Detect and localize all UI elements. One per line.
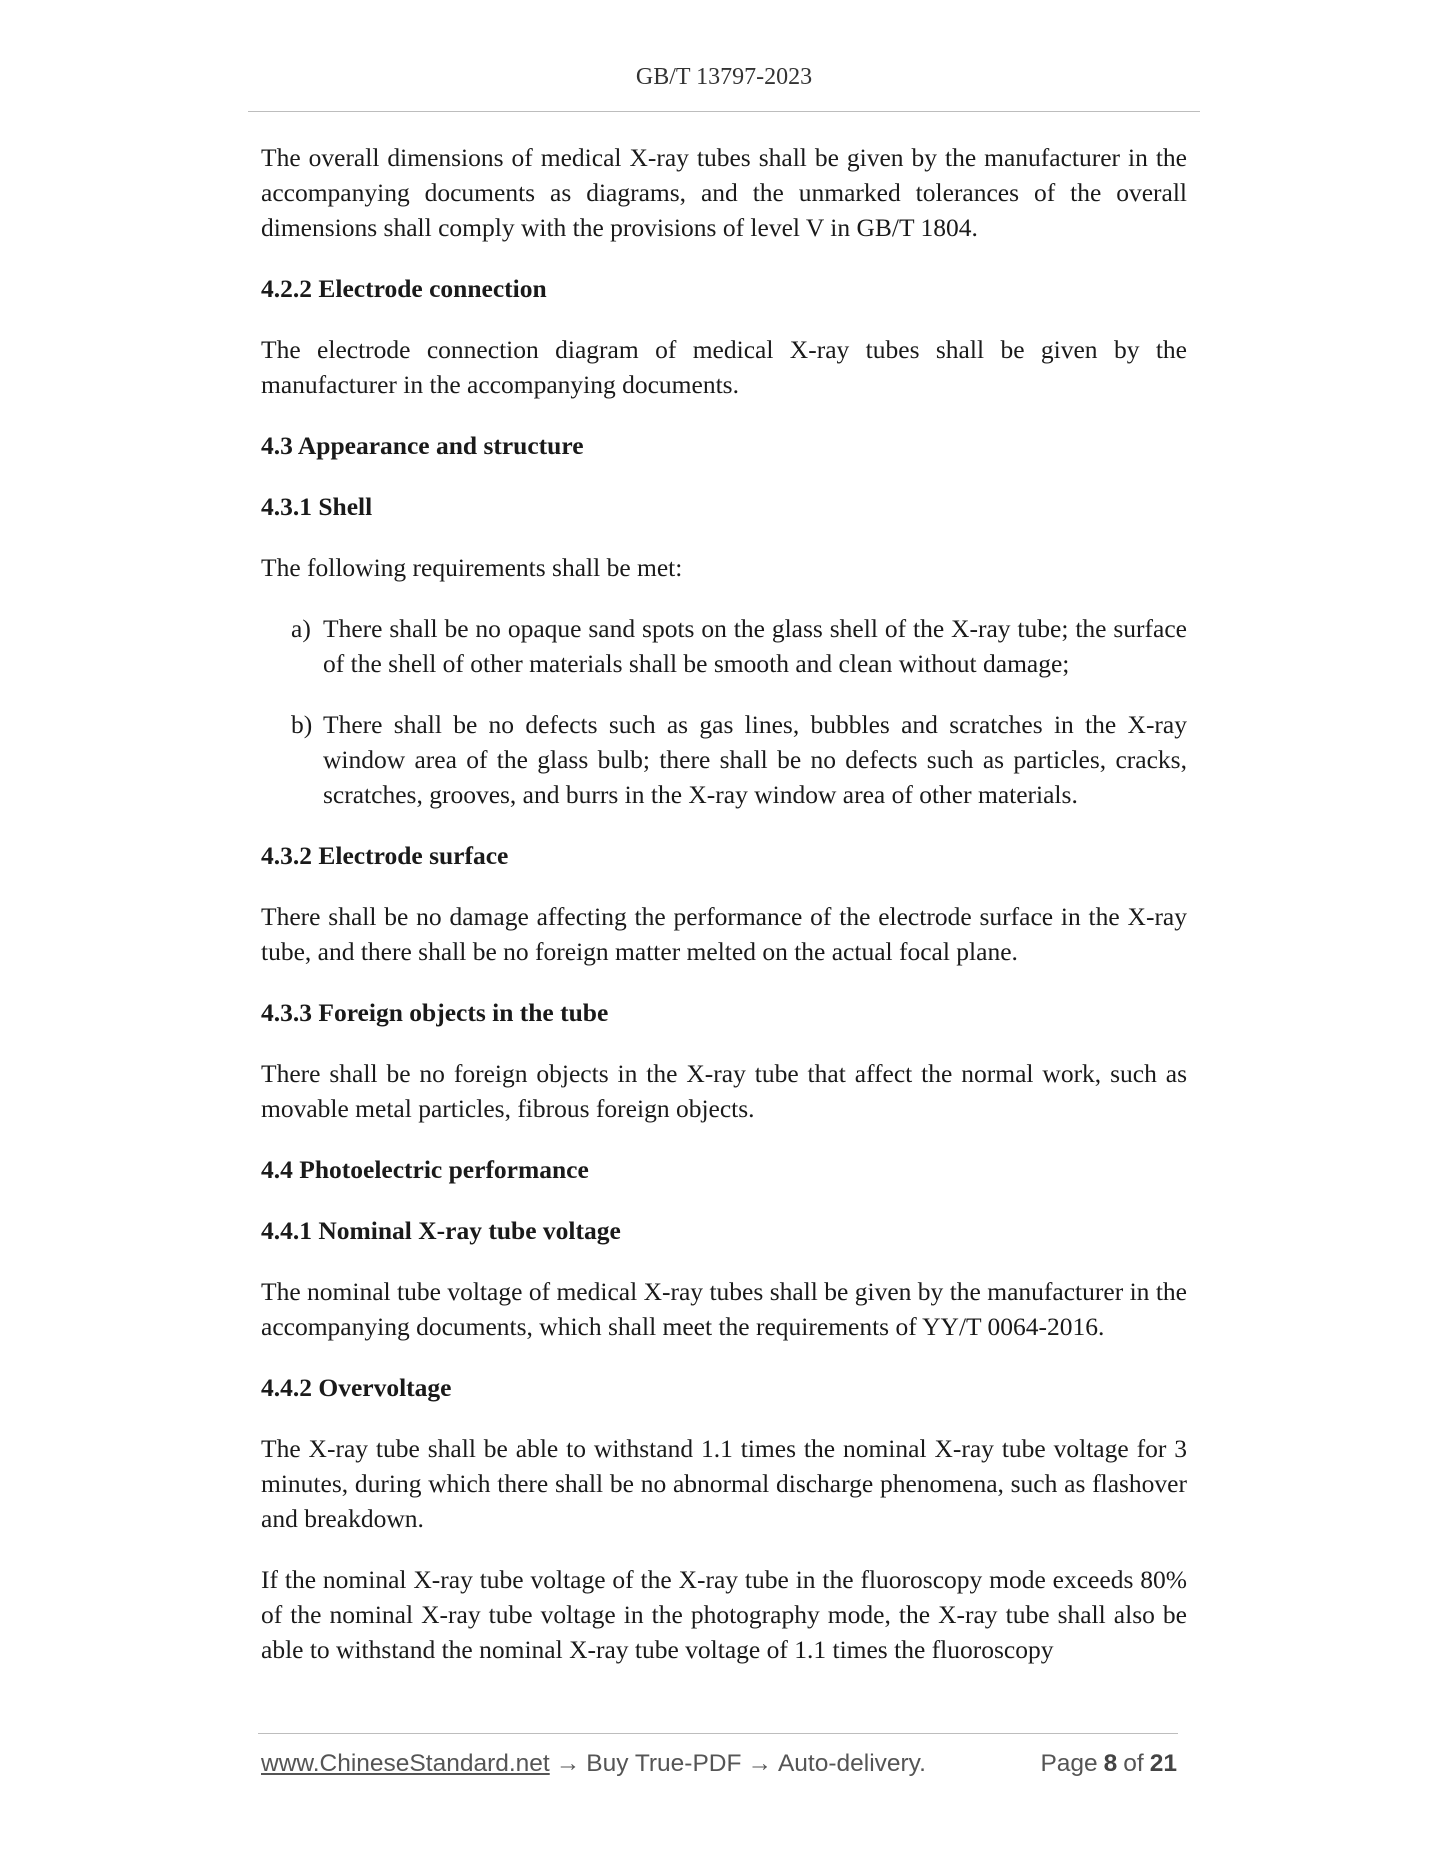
footer-divider: [258, 1733, 1178, 1734]
footer-promo: [261, 1750, 926, 1778]
heading-4-4: 4.4 Photoelectric performance: [261, 1155, 589, 1184]
heading-4-2-2: 4.2.2 Electrode connection: [261, 274, 547, 303]
heading-4-3-1: 4.3.1 Shell: [261, 492, 373, 521]
heading-4-3-2: 4.3.2 Electrode surface: [261, 841, 509, 870]
list-marker: a): [291, 614, 311, 643]
page-total: 21: [1149, 1750, 1177, 1777]
requirements-list: [261, 611, 1187, 812]
site-link[interactable]: www.ChineseStandard.net: [261, 1750, 550, 1777]
page-number: 8: [1103, 1750, 1118, 1777]
page-indicator: [1040, 1750, 1177, 1778]
header-divider: [248, 111, 1200, 112]
of-label: of: [1123, 1750, 1144, 1777]
arrow-right-icon: →: [747, 1750, 772, 1777]
heading-4-4-1: 4.4.1 Nominal X-ray tube voltage: [261, 1216, 621, 1245]
buy-text: Buy True-PDF: [586, 1750, 742, 1777]
page-label: Page: [1040, 1750, 1098, 1777]
paragraph-nominal-voltage: The nominal tube voltage of medical X-ray tubes shall be given by the manufacturer in the accompanying documents, which shall meet the requirements of YY/T 0064-2016.: [261, 1277, 1187, 1341]
list-item-text: There shall be no opaque sand spots on the glass shell of the X-ray tube; the surface of the shell of other materials shall be smooth and clean without damage;: [323, 614, 1187, 678]
list-marker: b): [291, 710, 313, 739]
paragraph-overvoltage: The X-ray tube shall be able to withstand 1.1 times the nominal X-ray tube voltage for 3 minutes, during which there shall be no abnormal discharge phenomena, such as flashover and breakdown.: [261, 1434, 1187, 1533]
delivery-text: Auto-delivery.: [777, 1750, 926, 1777]
list-item: [261, 611, 1187, 681]
paragraph-fluoroscopy-overvoltage: If the nominal X-ray tube voltage of the X-ray tube in the fluoroscopy mode exceeds 80% of the nominal X-ray tube voltage in the photography mode, the X-ray tube shall also be able to withstand the nominal X-ray tube voltage of 1.1 times the fluoroscopy: [261, 1565, 1187, 1664]
running-header: GB/T 13797-2023: [635, 64, 813, 90]
arrow-right-icon: →: [555, 1750, 581, 1777]
heading-4-4-2: 4.4.2 Overvoltage: [261, 1373, 452, 1402]
page-footer: [261, 1750, 1177, 1778]
heading-4-3-3: 4.3.3 Foreign objects in the tube: [261, 998, 609, 1027]
list-item: [261, 707, 1187, 812]
paragraph-overall-dimensions: The overall dimensions of medical X-ray tubes shall be given by the manufacturer in the accompanying documents as diagrams, and the unmarked tolerances of the overall dimensions shall comply with the provisions of level V in GB/T 1804.: [261, 143, 1187, 242]
heading-4-3: 4.3 Appearance and structure: [261, 431, 584, 460]
paragraph-electrode-connection: The electrode connection diagram of medical X-ray tubes shall be given by the manufacturer in the accompanying documents.: [261, 335, 1187, 399]
paragraph-electrode-surface: There shall be no damage affecting the performance of the electrode surface in the X-ray tube, and there shall be no foreign matter melted on the actual focal plane.: [261, 902, 1187, 966]
document-body: [261, 140, 1187, 1693]
paragraph-foreign-objects: There shall be no foreign objects in the X-ray tube that affect the normal work, such as movable metal particles, fibrous foreign objects.: [261, 1059, 1187, 1123]
list-item-text: There shall be no defects such as gas lines, bubbles and scratches in the X-ray window area of the glass bulb; there shall be no defects such as particles, cracks, scratches, grooves, and burrs in the X-ray window area of other materials.: [323, 710, 1187, 809]
paragraph-requirements-intro: The following requirements shall be met:: [261, 553, 683, 582]
